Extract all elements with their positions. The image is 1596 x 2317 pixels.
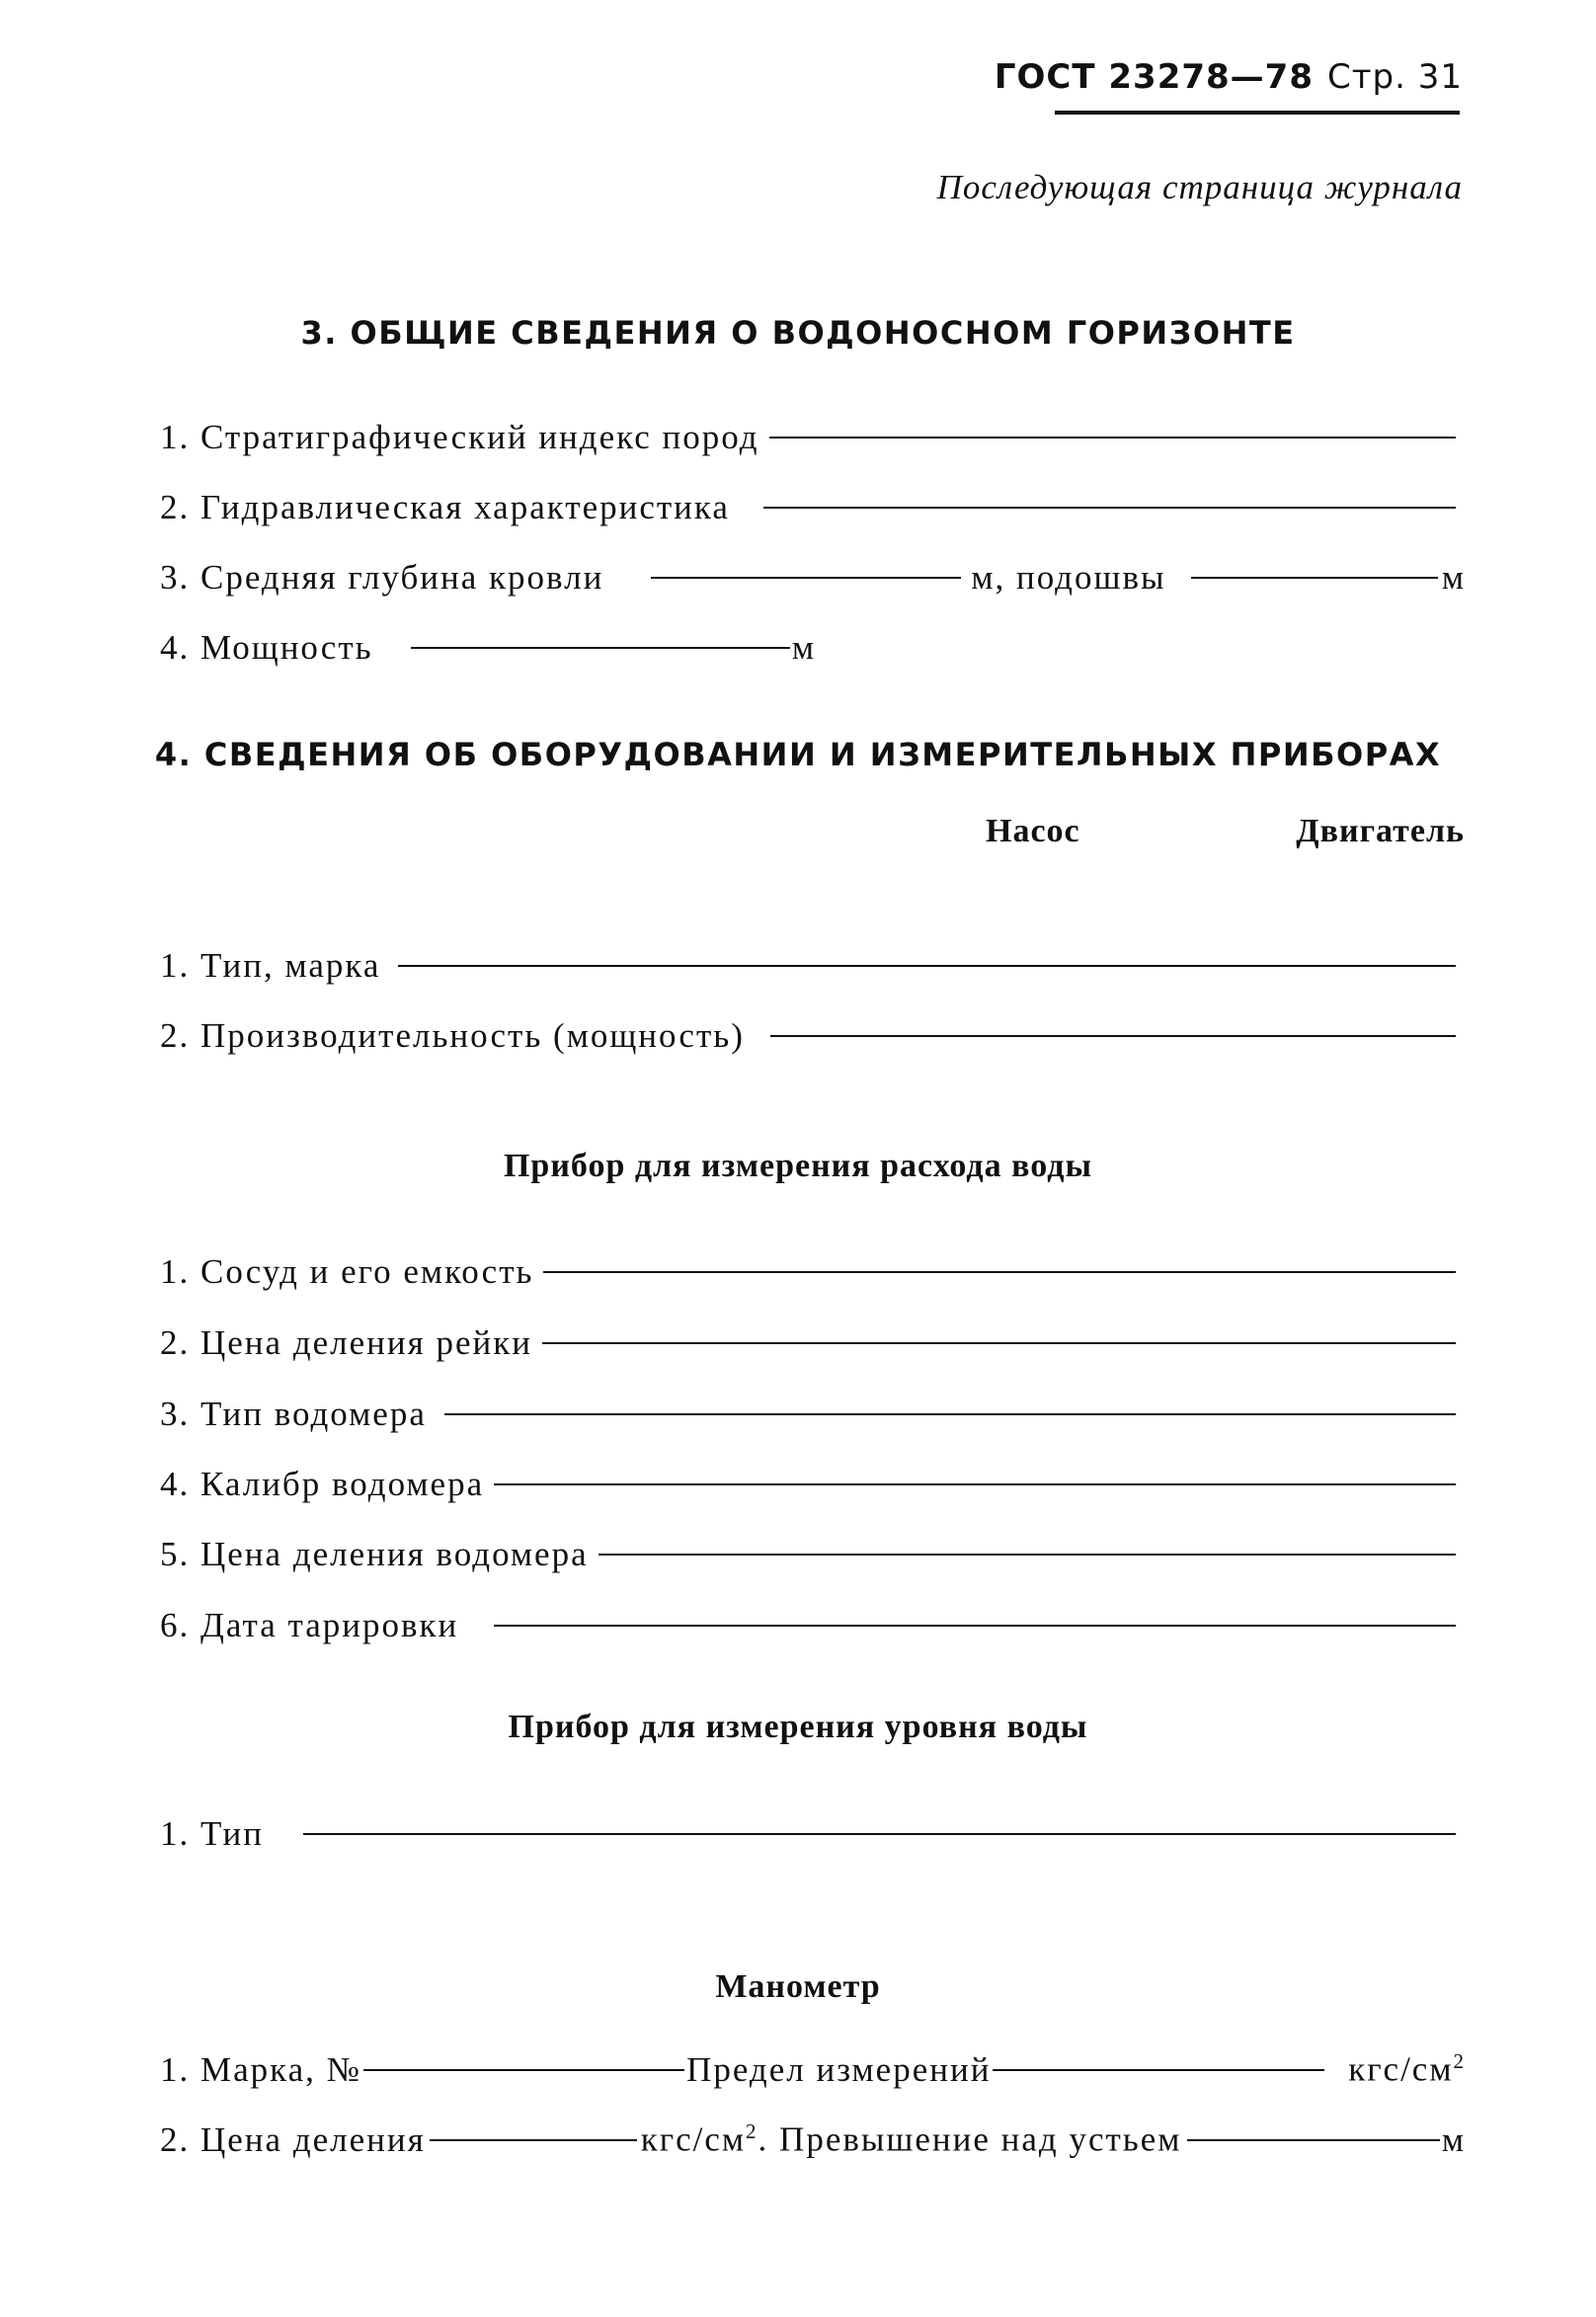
field-vessel-capacity	[160, 1252, 1466, 1300]
elevation-label: кгс/$см^2$. Превышение над устьем	[640, 2119, 1182, 2159]
blank-line[interactable]	[763, 507, 1456, 509]
blank-line[interactable]	[494, 1483, 1456, 1485]
column-header-pump: Насос	[986, 813, 1080, 849]
field-label: 1. Тип	[160, 1814, 264, 1853]
standard-code: ГОСТ 23278—78	[994, 57, 1314, 97]
blank-line-limit[interactable]	[993, 2069, 1324, 2071]
unit-label: кгс/$см^2$	[1348, 2049, 1466, 2089]
field-label: 2. Гидравлическая характеристика	[160, 488, 730, 526]
field-average-depth	[160, 558, 1466, 605]
blank-line-division[interactable]	[430, 2139, 637, 2141]
page-number: Стр. 31	[1326, 57, 1463, 97]
blank-line-number[interactable]	[363, 2069, 684, 2071]
header-rule	[1055, 111, 1460, 115]
field-label: 1. Сосуд и его емкость	[160, 1252, 534, 1291]
field-type-brand	[160, 946, 1466, 994]
field-water-meter-type	[160, 1395, 1466, 1442]
field-label: 5. Цена деления водомера	[160, 1535, 589, 1573]
field-label: 3. Средняя глубина кровли	[160, 558, 604, 597]
field-label: 3. Тип водомера	[160, 1395, 427, 1433]
blank-line[interactable]	[542, 1342, 1456, 1344]
blank-line[interactable]	[398, 965, 1456, 967]
field-manometer-division	[160, 2119, 1466, 2167]
field-label: 4. Мощность	[160, 628, 373, 667]
field-water-meter-division	[160, 1535, 1466, 1582]
unit-label: м	[1441, 558, 1466, 597]
field-label: 1. Стратиграфический индекс пород	[160, 418, 759, 456]
blank-line[interactable]	[769, 437, 1456, 439]
measurement-limit-label: Предел измерений	[686, 2049, 992, 2089]
blank-line[interactable]	[770, 1035, 1456, 1037]
section-4-title: 4. СВЕДЕНИЯ ОБ ОБОРУДОВАНИИ И ИЗМЕРИТЕЛЬНЫХ ПРИБОРАХ	[154, 736, 1442, 773]
page-subtitle: Последующая страница журнала	[936, 168, 1463, 206]
blank-line[interactable]	[543, 1271, 1456, 1273]
field-label: 2. Производительность (мощность)	[160, 1016, 745, 1055]
blank-line-roof[interactable]	[651, 577, 961, 579]
section-3-title: 3. ОБЩИЕ СВЕДЕНИЯ О ВОДОНОСНОМ ГОРИЗОНТЕ	[300, 314, 1296, 352]
field-label: 2. Цена деления рейки	[160, 1323, 532, 1362]
blank-line[interactable]	[411, 647, 790, 649]
blank-line-elevation[interactable]	[1187, 2139, 1439, 2141]
unit-label: м, подошвы	[971, 558, 1166, 597]
unit-label: м	[791, 628, 816, 667]
field-capacity	[160, 1016, 1466, 1064]
field-label: 4. Калибр водомера	[160, 1465, 485, 1503]
manometer-heading: Манометр	[715, 1968, 881, 2005]
field-label: 6. Дата тарировки	[160, 1606, 459, 1644]
field-staff-division	[160, 1323, 1466, 1371]
field-hydraulic-characteristic	[160, 488, 1466, 535]
blank-line-base[interactable]	[1191, 577, 1437, 579]
blank-line[interactable]	[598, 1554, 1456, 1556]
field-stratigraphic-index	[160, 418, 1466, 465]
document-header	[995, 57, 1463, 97]
level-meter-heading: Прибор для измерения уровня воды	[508, 1709, 1088, 1745]
column-header-engine: Двигатель	[1296, 813, 1465, 849]
field-level-meter-type	[160, 1814, 1466, 1862]
field-thickness	[160, 628, 816, 676]
unit-label: м	[1441, 2119, 1466, 2159]
field-manometer-brand	[160, 2049, 1466, 2097]
flow-meter-heading: Прибор для измерения расхода воды	[503, 1148, 1093, 1184]
blank-line[interactable]	[303, 1833, 1456, 1835]
field-water-meter-caliber	[160, 1465, 1466, 1512]
field-label: 1. Тип, марка	[160, 946, 381, 985]
blank-line[interactable]	[494, 1625, 1456, 1627]
field-label: 1. Марка, №	[160, 2049, 362, 2089]
blank-line[interactable]	[444, 1413, 1456, 1415]
field-label: 2. Цена деления	[160, 2119, 426, 2159]
field-calibration-date	[160, 1606, 1466, 1653]
